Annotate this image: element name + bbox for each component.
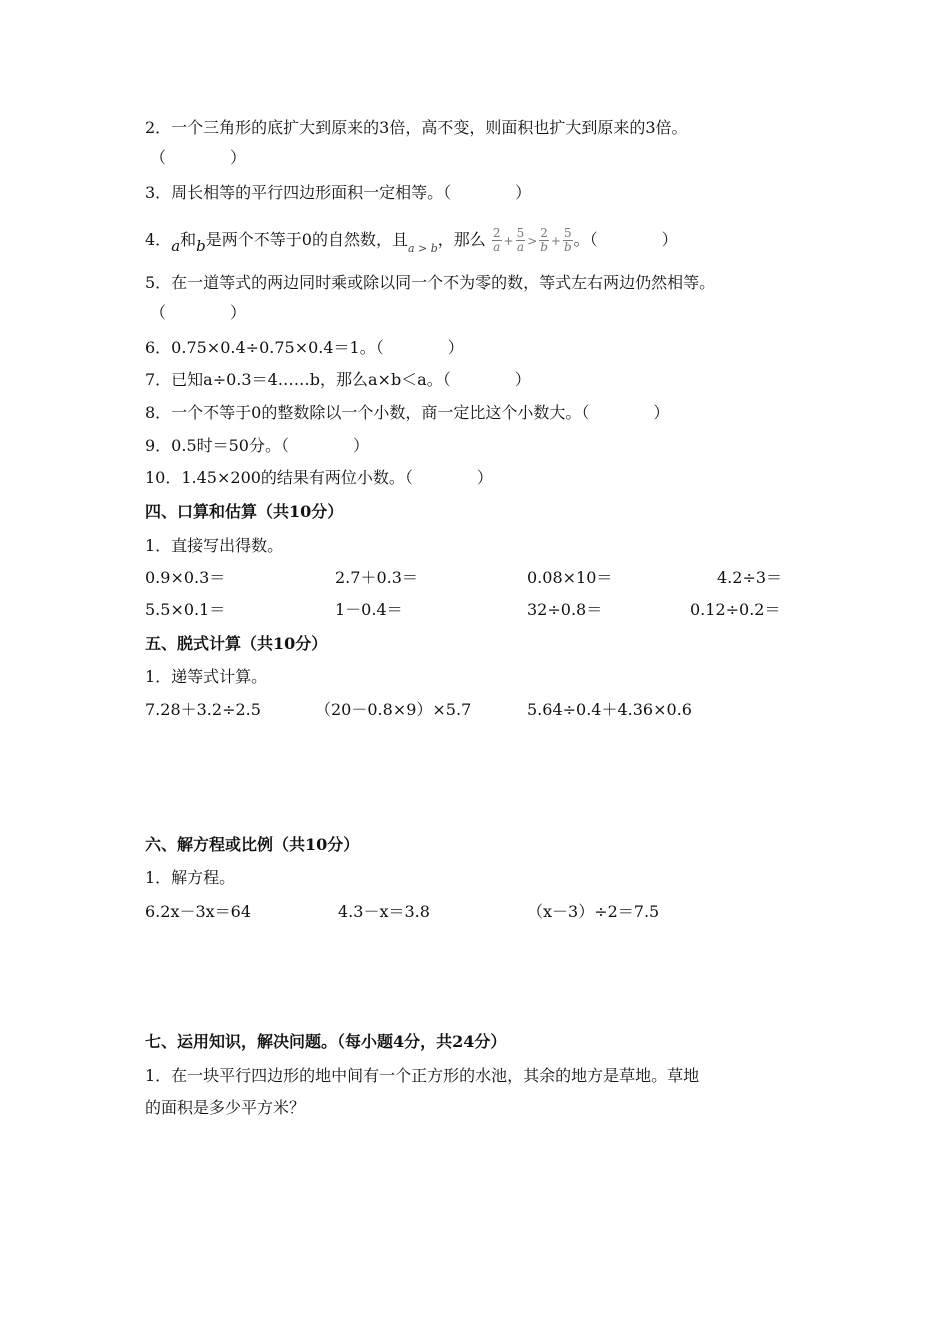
step-calc-item: 5.64÷0.4＋4.36×0.6 xyxy=(527,700,692,719)
fraction-5-over-a xyxy=(516,227,526,254)
fraction-denominator: a xyxy=(493,240,501,254)
greater-than-sign: > xyxy=(527,233,538,248)
q4-and: 和 xyxy=(180,230,197,249)
fraction-numerator: 2 xyxy=(492,226,501,240)
section-6-title: 六、解方程或比例（共10分） xyxy=(145,835,360,854)
q4-var-a: a xyxy=(171,237,181,255)
section-6-question-1: 1．解方程。 xyxy=(145,868,236,887)
step-calc-item: （20－0.8×9）×5.7 xyxy=(315,700,472,719)
q4-suffix: 。（ ） xyxy=(573,230,678,249)
question-3: 3．周长相等的平行四边形面积一定相等。（ ） xyxy=(145,183,532,202)
mental-calc-item: 1－0.4＝ xyxy=(335,600,403,619)
fraction-denominator: a xyxy=(516,240,524,254)
question-8: 8．一个不等于0的整数除以一个小数，商一定比这个小数大。（ ） xyxy=(145,403,670,422)
question-7: 7．已知a÷0.3＝4……b，那么a×b＜a。（ ） xyxy=(145,370,531,389)
question-5: 5．在一道等式的两边同时乘或除以同一个不为零的数，等式左右两边仍然相等。 xyxy=(145,273,716,292)
mental-calc-item: 5.5×0.1＝ xyxy=(145,600,226,619)
question-9: 9．0.5时＝50分。（ ） xyxy=(145,436,369,455)
section-5-question-1: 1．递等式计算。 xyxy=(145,667,268,686)
mental-calc-item: 4.2÷3＝ xyxy=(717,568,783,587)
section-7-question-1-continued: 的面积是多少平方米？ xyxy=(145,1098,306,1117)
plus-sign: + xyxy=(550,233,561,248)
question-5-answer-blank[interactable]: （ ） xyxy=(150,303,247,322)
section-7-question-1: 1．在一块平行四边形的地中间有一个正方形的水池，其余的地方是草地。草地 xyxy=(145,1066,700,1085)
question-4 xyxy=(145,227,678,254)
equation-item: 6.2x－3x＝64 xyxy=(145,902,252,921)
fraction-numerator: 5 xyxy=(563,226,572,240)
plus-sign: + xyxy=(503,233,514,248)
fraction-numerator: 2 xyxy=(540,226,548,240)
fraction-numerator: 5 xyxy=(516,226,525,240)
section-7-title: 七、运用知识，解决问题。（每小题4分，共24分） xyxy=(145,1032,507,1051)
mental-calc-item: 0.9×0.3＝ xyxy=(145,568,226,587)
q4-then: ，那么 xyxy=(437,230,486,249)
step-calc-item: 7.28＋3.2÷2.5 xyxy=(145,700,261,719)
question-2: 2．一个三角形的底扩大到原来的3倍，高不变，则面积也扩大到原来的3倍。 xyxy=(145,118,688,137)
q4-prefix: 4． xyxy=(145,230,172,249)
equation-item: （x－3）÷2＝7.5 xyxy=(527,902,660,921)
fraction-2-over-b xyxy=(539,227,549,254)
question-10: 10．1.45×200的结果有两位小数。（ ） xyxy=(145,468,493,487)
section-4-question-1: 1．直接写出得数。 xyxy=(145,536,284,555)
q4-condition: a > b xyxy=(407,242,438,255)
q4-var-b: b xyxy=(196,237,206,255)
question-6: 6．0.75×0.4÷0.75×0.4＝1。（ ） xyxy=(145,338,464,357)
mental-calc-item: 2.7＋0.3＝ xyxy=(335,568,418,587)
mental-calc-item: 32÷0.8＝ xyxy=(527,600,603,619)
mental-calc-item: 0.12÷0.2＝ xyxy=(690,600,781,619)
fraction-5-over-b xyxy=(563,227,573,254)
equation-item: 4.3－x＝3.8 xyxy=(338,902,430,921)
section-4-title: 四、口算和估算（共10分） xyxy=(145,502,344,521)
fraction-denominator: b xyxy=(540,240,548,254)
question-2-answer-blank[interactable]: （ ） xyxy=(150,148,247,167)
mental-calc-item: 0.08×10＝ xyxy=(527,568,613,587)
fraction-denominator: b xyxy=(563,240,572,254)
section-5-title: 五、脱式计算（共10分） xyxy=(145,634,328,653)
q4-mid: 是两个不等于0的自然数，且 xyxy=(205,230,408,249)
fraction-2-over-a xyxy=(492,227,502,254)
